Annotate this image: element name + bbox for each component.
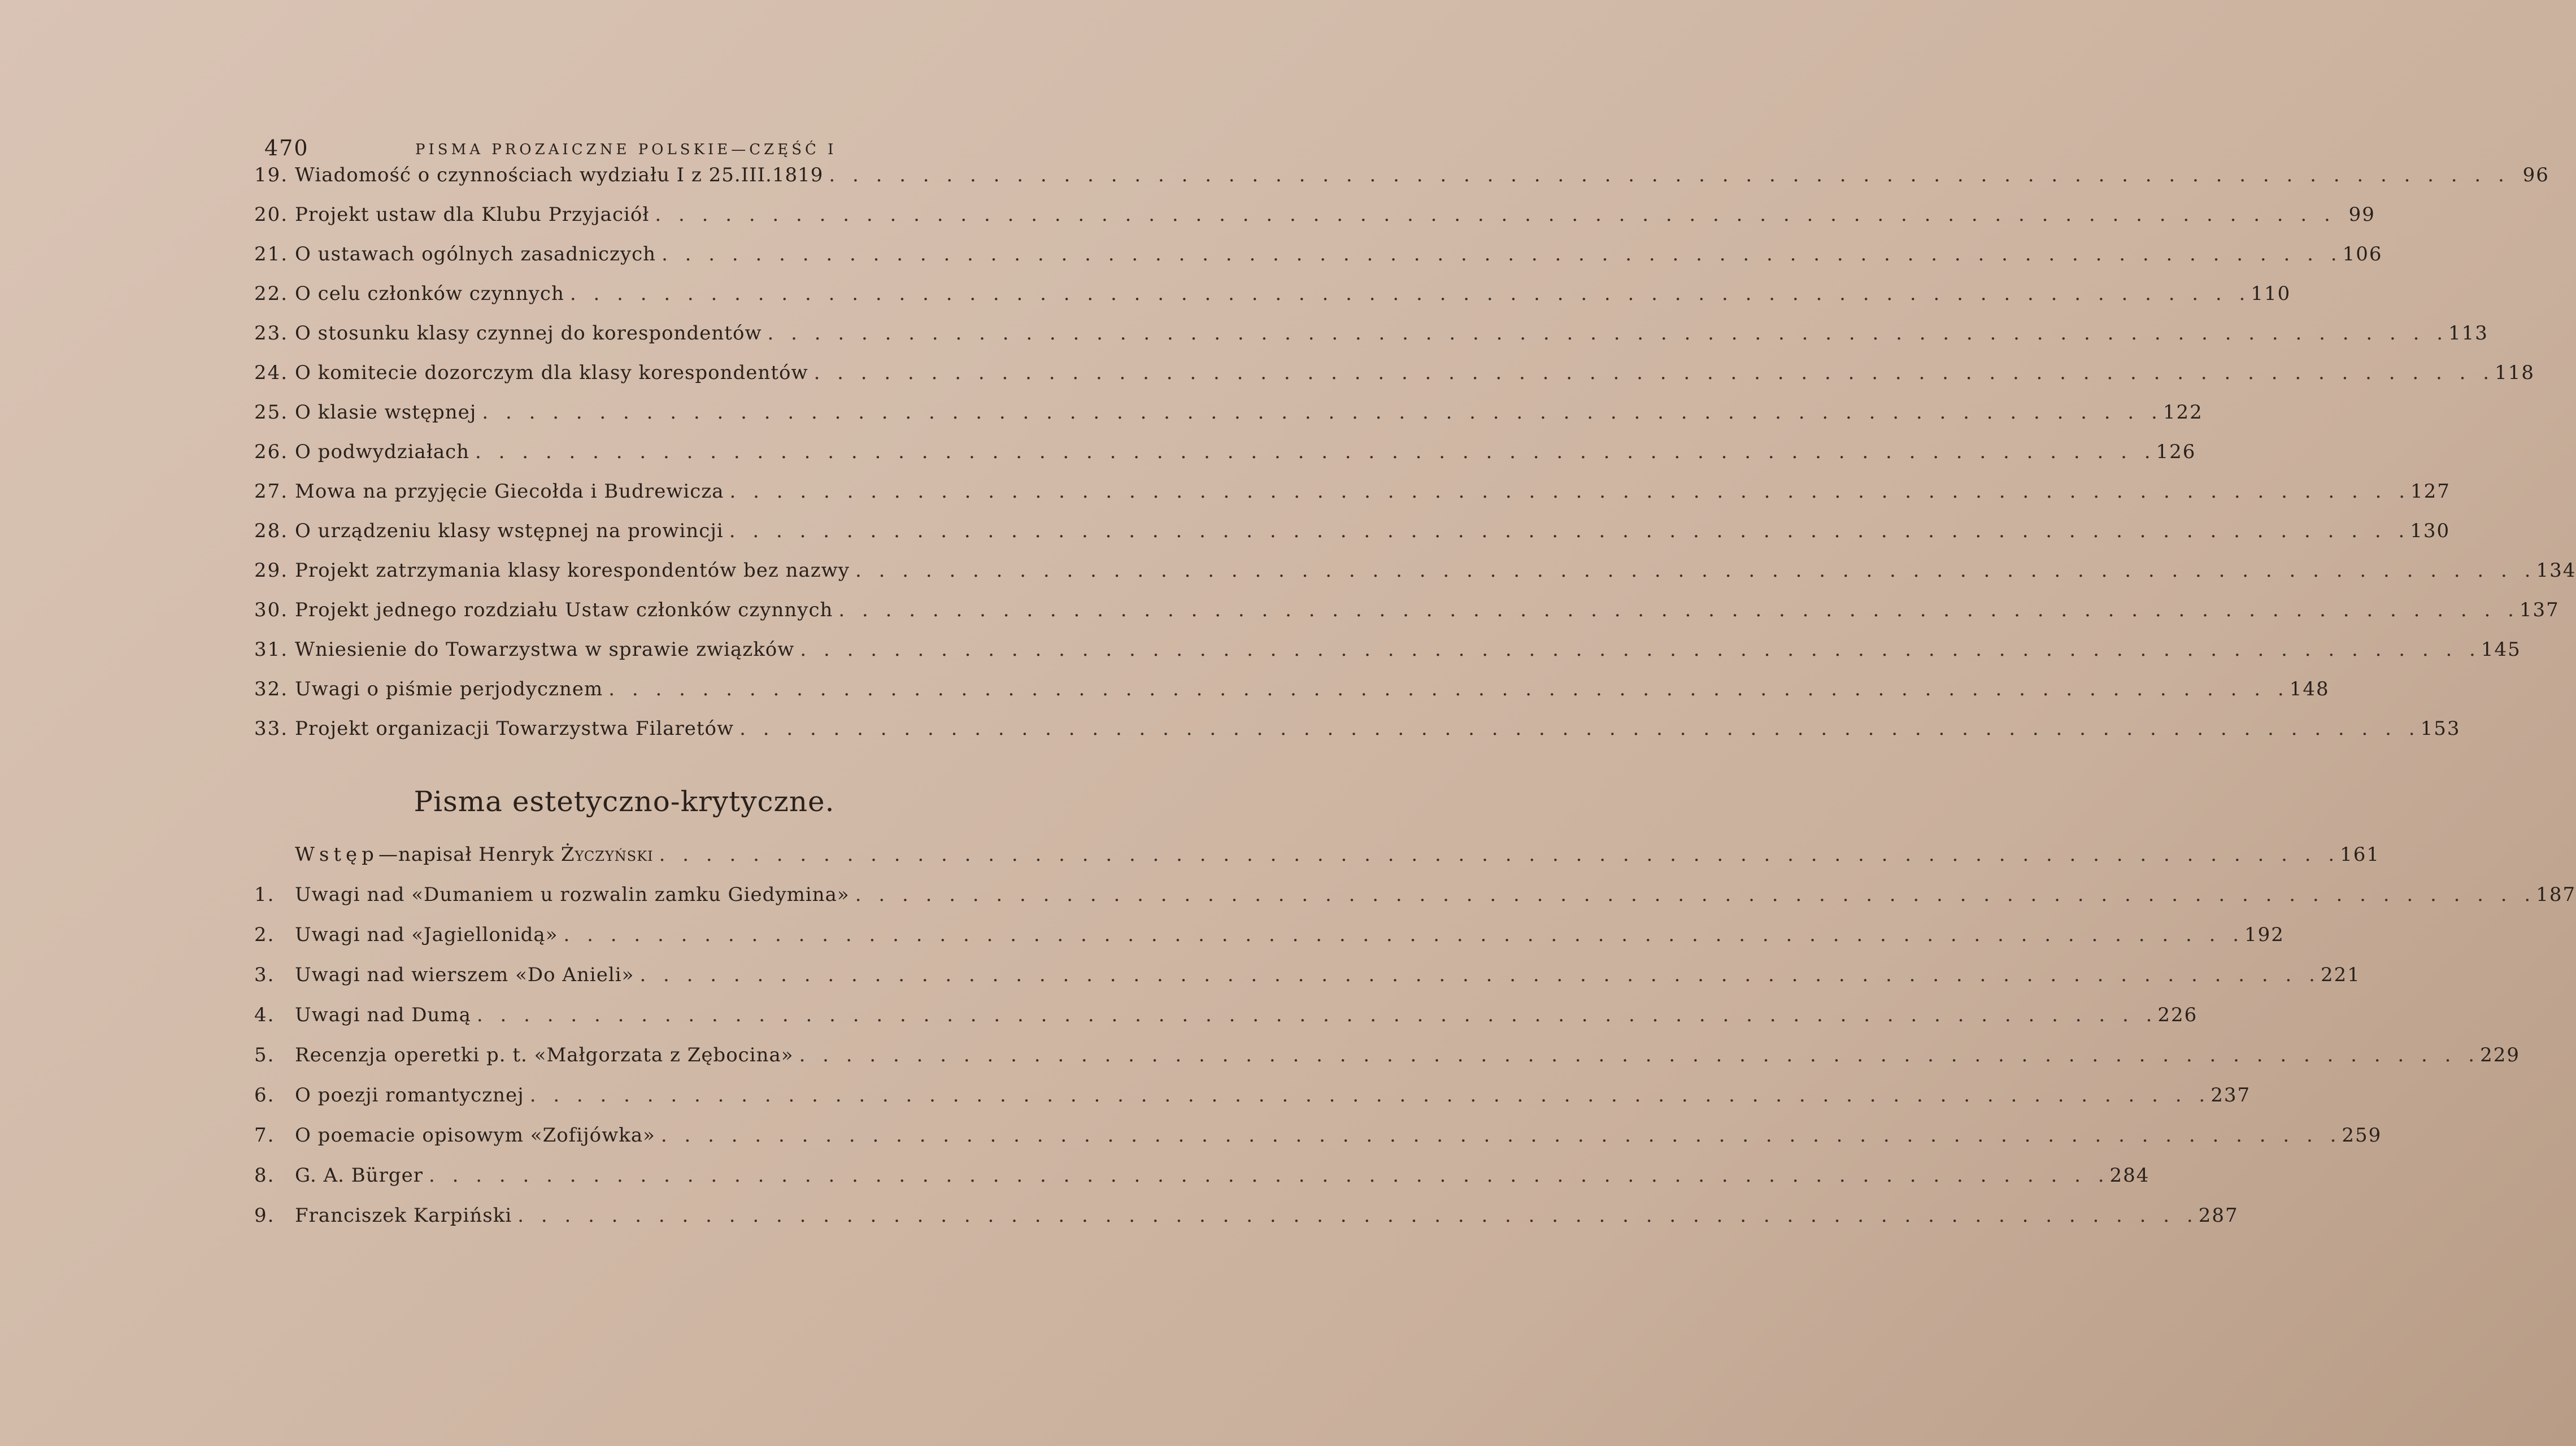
toc-entry-number: 27. (254, 480, 289, 503)
toc-leader-dots (724, 480, 2411, 503)
toc-leader-dots (724, 520, 2410, 542)
toc-entry-title: Projekt organizacji Towarzystwa Filaretów (295, 717, 734, 740)
toc-leader-dots (524, 1084, 2211, 1107)
toc-entry-number: 7. (254, 1124, 275, 1147)
toc-entry-page: 229 (2480, 1044, 2520, 1066)
toc-entry-title: Uwagi o piśmie perjodycznem (295, 678, 603, 700)
toc-leader-dots (850, 883, 2536, 906)
toc-entry-number: 33. (254, 717, 289, 740)
toc-entry-title: Mowa na przyjęcie Giecołda i Budrewicza (295, 480, 724, 503)
toc-entry-page: 110 (2251, 282, 2291, 305)
toc-entry-number: 22. (254, 282, 289, 305)
toc-leader-dots (603, 678, 2290, 700)
toc-entry-number: 8. (254, 1164, 275, 1187)
toc-entry-title: O poemacie opisowym «Zofijówka» (295, 1124, 655, 1147)
toc-leader-dots (655, 1124, 2342, 1147)
toc-entry-number: 32. (254, 678, 289, 700)
toc-entry-number: 29. (254, 559, 289, 582)
toc-leader-dots (808, 362, 2495, 384)
toc-entry-number: 19. (254, 164, 289, 186)
toc-leader-dots (654, 843, 2340, 866)
toc-leader-dots (823, 164, 2510, 186)
toc-entry-page: 153 (2420, 717, 2461, 740)
toc-entry (254, 1084, 2251, 1124)
toc-entry-page: 106 (2342, 243, 2383, 265)
toc-entry-number: 23. (254, 322, 289, 345)
toc-entry-number: 4. (254, 1004, 275, 1026)
toc-entry-page: 187 (2536, 883, 2576, 906)
toc-entry (254, 964, 2361, 1004)
toc-entry-title: Projekt ustaw dla Klubu Przyjaciół (295, 203, 650, 226)
toc-entry (254, 1204, 2239, 1244)
toc-section-prose (254, 164, 2576, 757)
toc-entry-page: 122 (2162, 401, 2203, 424)
toc-entry-title: Uwagi nad «Jagiellonidą» (295, 924, 558, 946)
section-heading: Pisma estetyczno-krytyczne. (414, 785, 835, 818)
toc-leader-dots (794, 638, 2481, 661)
toc-entry-page: 113 (2448, 322, 2488, 345)
toc-entry (254, 401, 2203, 441)
toc-entry-title (295, 843, 654, 866)
toc-entry-number: 2. (254, 924, 275, 946)
running-head (254, 130, 960, 164)
toc-entry-number: 24. (254, 362, 289, 384)
toc-entry-title: Uwagi nad «Dumaniem u rozwalin zamku Giedymina» (295, 883, 850, 906)
intro-author: Życzyński (560, 843, 654, 866)
toc-entry-number: 1. (254, 883, 275, 906)
toc-leader-dots (634, 964, 2321, 986)
toc-entry (254, 599, 2560, 638)
toc-entry-title: Uwagi nad wierszem «Do Anieli» (295, 964, 634, 986)
toc-entry-number: 26. (254, 441, 289, 463)
toc-entry (254, 441, 2196, 480)
toc-entry (254, 203, 2375, 243)
toc-entry-title: O urządzeniu klasy wstępnej na prowincji (295, 520, 724, 542)
toc-leader-dots (850, 559, 2536, 582)
toc-entry-title: Uwagi nad Dumą (295, 1004, 471, 1026)
toc-entry-page: 99 (2348, 203, 2375, 226)
toc-leader-dots (476, 401, 2163, 424)
toc-entry-title: O ustawach ogólnych zasadniczych (295, 243, 656, 265)
toc-leader-dots (469, 441, 2156, 463)
toc-entry-page: 192 (2244, 924, 2285, 946)
toc-entry-page: 137 (2519, 599, 2560, 621)
toc-entry (254, 1004, 2198, 1044)
toc-entry-title: G. A. Bürger (295, 1164, 424, 1187)
toc-entry-title: Franciszek Karpiński (295, 1204, 512, 1227)
toc-entry-page: 127 (2410, 480, 2451, 503)
toc-entry (254, 559, 2576, 599)
toc-leader-dots (564, 282, 2251, 305)
toc-entry-title: O klasie wstępnej (295, 401, 477, 424)
toc-entry-page: 284 (2109, 1164, 2150, 1187)
page-number: 470 (264, 136, 309, 160)
intro-word: Wstęp (295, 843, 378, 866)
toc-leader-dots (649, 203, 2336, 226)
intro-text: —napisał Henryk (378, 843, 555, 866)
toc-entry (254, 164, 2549, 203)
toc-entry (254, 883, 2576, 924)
toc-entry-title: Wiadomość o czynnościach wydziału I z 25.III.1819 (295, 164, 824, 186)
toc-entry (254, 717, 2461, 757)
toc-entry-number: 21. (254, 243, 289, 265)
toc-entry-page: 134 (2536, 559, 2576, 582)
toc-entry (254, 1044, 2520, 1084)
toc-entry-number: 6. (254, 1084, 275, 1107)
toc-entry-intro (254, 843, 2381, 883)
toc-entry-number: 3. (254, 964, 275, 986)
toc-leader-dots (558, 924, 2245, 946)
toc-entry-number: 25. (254, 401, 289, 424)
toc-entry-page: 161 (2340, 843, 2381, 866)
toc-entry (254, 243, 2383, 282)
toc-entry-number: 5. (254, 1044, 275, 1066)
toc-entry-title: O poezji romantycznej (295, 1084, 524, 1107)
toc-entry-title: Recenzja operetki p. t. «Małgorzata z Zębocina» (295, 1044, 794, 1066)
toc-entry (254, 480, 2451, 520)
toc-entry (254, 638, 2521, 678)
toc-leader-dots (794, 1044, 2481, 1066)
toc-leader-dots (423, 1164, 2110, 1187)
toc-entry-title: O podwydziałach (295, 441, 470, 463)
toc-entry-page: 221 (2320, 964, 2361, 986)
toc-entry (254, 1164, 2150, 1204)
toc-entry-title: Wniesienie do Towarzystwa w sprawie związków (295, 638, 795, 661)
toc-entry (254, 1124, 2382, 1164)
toc-entry-page: 259 (2342, 1124, 2382, 1147)
toc-entry (254, 362, 2535, 401)
toc-entry-title: Projekt jednego rozdziału Ustaw członków czynnych (295, 599, 833, 621)
toc-entry-page: 130 (2410, 520, 2451, 542)
running-title: PISMA PROZAICZNE POLSKIE—CZĘŚĆ I (415, 141, 837, 158)
toc-entry (254, 282, 2291, 322)
toc-leader-dots (656, 243, 2343, 265)
toc-entry-number: 28. (254, 520, 289, 542)
toc-entry-number: 30. (254, 599, 289, 621)
toc-leader-dots (833, 599, 2520, 621)
toc-entry-page: 118 (2495, 362, 2535, 384)
toc-entry-page: 237 (2211, 1084, 2251, 1107)
toc-entry-title: O celu członków czynnych (295, 282, 564, 305)
toc-entry-page: 145 (2481, 638, 2521, 661)
toc-entry (254, 924, 2285, 964)
toc-entry-number: 20. (254, 203, 289, 226)
toc-leader-dots (762, 322, 2449, 345)
toc-entry (254, 520, 2451, 559)
toc-entry-title: O komitecie dozorczym dla klasy korespondentów (295, 362, 808, 384)
toc-entry-page: 148 (2289, 678, 2330, 700)
toc-entry-title: Projekt zatrzymania klasy korespondentów bez nazwy (295, 559, 850, 582)
toc-entry-number: 31. (254, 638, 289, 661)
toc-entry-page: 126 (2156, 441, 2196, 463)
toc-entry-page: 96 (2522, 164, 2549, 186)
book-page (254, 130, 2576, 1244)
toc-entry-number: 9. (254, 1204, 275, 1227)
toc-leader-dots (734, 717, 2421, 740)
toc-leader-dots (512, 1204, 2199, 1227)
toc-entry-page: 287 (2198, 1204, 2239, 1227)
toc-section-aesthetic (254, 843, 2576, 1244)
toc-entry-page: 226 (2157, 1004, 2198, 1026)
toc-entry-title: O stosunku klasy czynnej do korespondentów (295, 322, 762, 345)
toc-entry (254, 322, 2488, 362)
toc-leader-dots (471, 1004, 2158, 1026)
toc-entry (254, 678, 2330, 717)
